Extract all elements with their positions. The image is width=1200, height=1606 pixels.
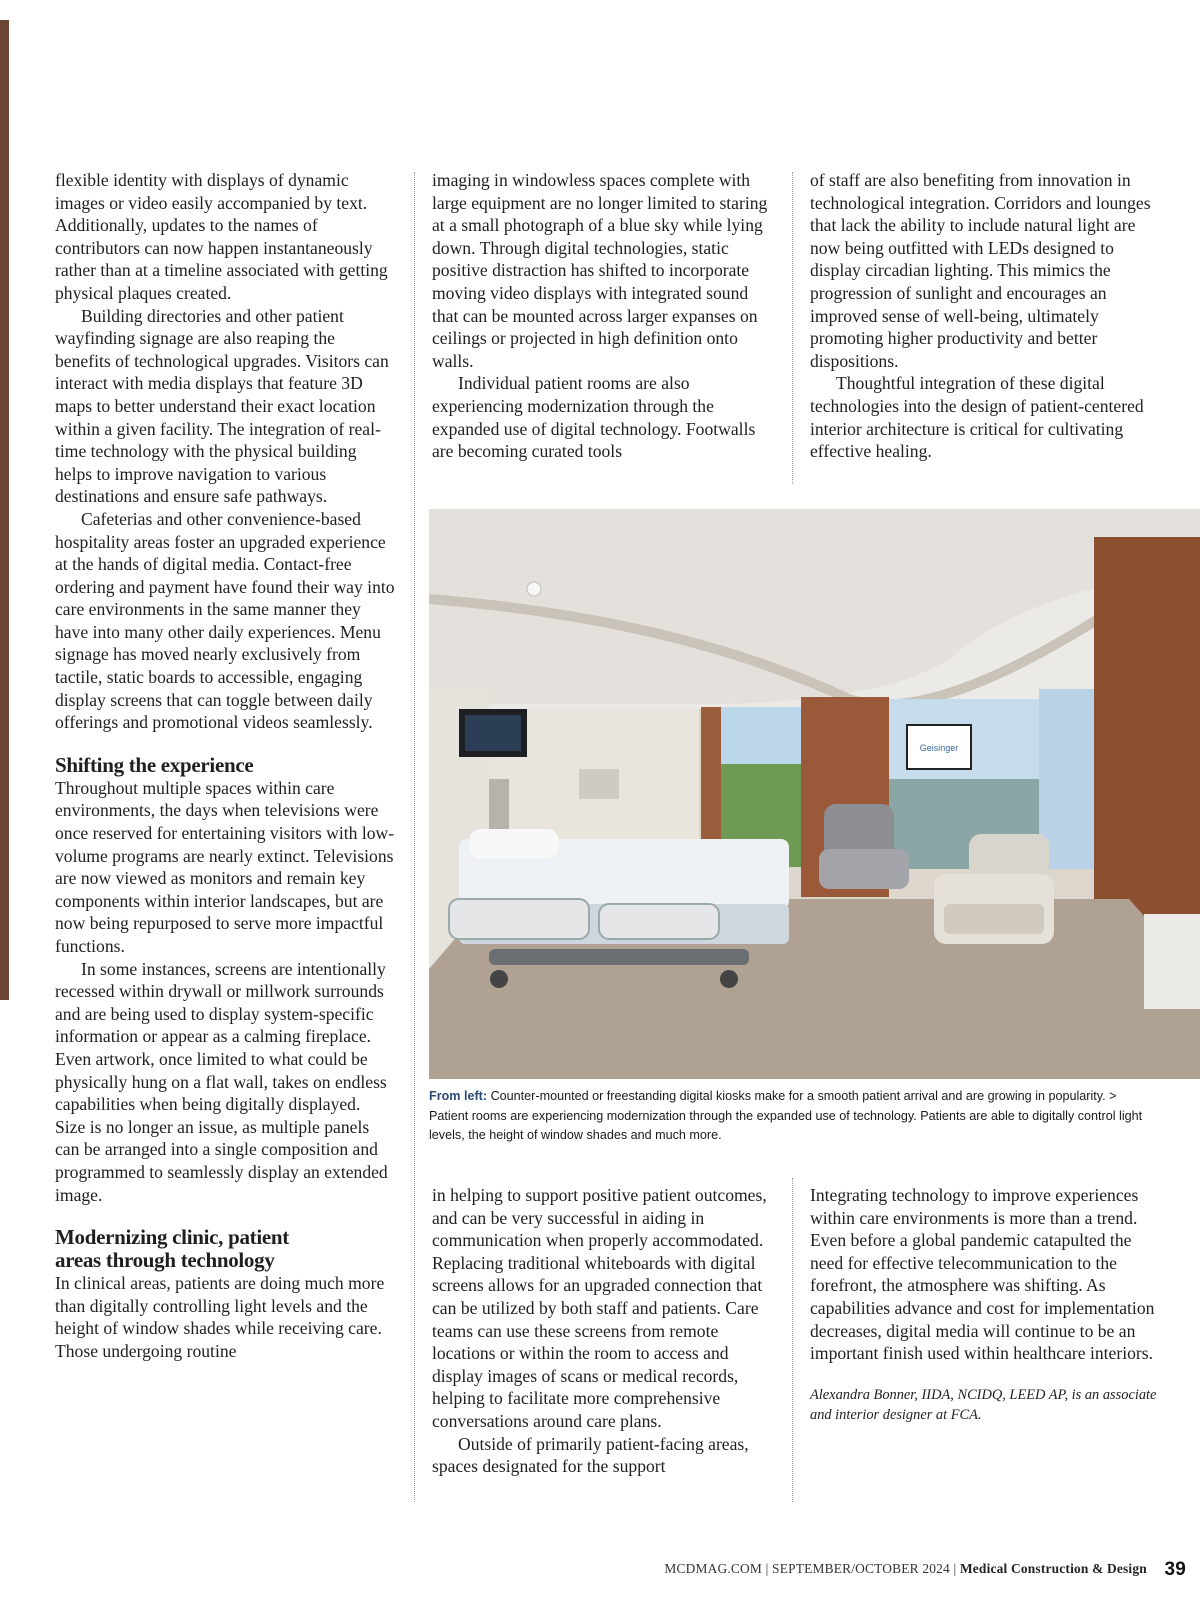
column-divider (414, 172, 415, 1502)
body-paragraph: Thoughtful integration of these digital technologies into the design of patient-centered interior architecture is critical for cultivating effective healing. (810, 373, 1144, 462)
section-heading-line: areas through technology (55, 1248, 275, 1273)
section-heading (55, 1226, 395, 1272)
body-paragraph: in helping to support positive patient outcomes, and can be very successful in aiding in communication when properly accommodated. Replacing traditional whiteboards with digital screens allows for an upgraded connection that can be utilized by both staff and patients. Care teams can use these screens from remote locations or within the room to access and display images of scans or medical records, helping to facilitate more comprehensive conversations around care plans. (432, 1185, 767, 1431)
page-number: 39 (1164, 1559, 1186, 1580)
photo-caption (429, 1087, 1149, 1146)
middle-column-top (432, 169, 770, 463)
tv-screen-text: Geisinger (919, 743, 959, 753)
body-paragraph: flexible identity with displays of dynamic images or video easily accompanied by text. Additionally, updates to the names of contributors can now happen instantaneously rather than at a timeline associated with getting physical plaques created. (55, 170, 388, 303)
footer-issue: SEPTEMBER/OCTOBER 2024 (772, 1561, 950, 1576)
column-divider (792, 172, 793, 484)
body-paragraph: Building directories and other patient wayfinding signage are also reaping the benefits of technological upgrades. Visitors can interact with media displays that feature 3D maps to better understand their exact location within a given facility. The integration of real-time technology with the physical building helps to improve navigation to various destinations and ensure safe pathways. (55, 305, 389, 507)
body-paragraph: Individual patient rooms are also experiencing modernization through the expanded use of digital technology. Footwalls are becoming curated tools (432, 373, 756, 462)
page-edge-bar (0, 20, 9, 1000)
footer-magazine: Medical Construction & Design (959, 1561, 1147, 1576)
footer-site: MCDMAG.COM (664, 1561, 763, 1576)
patient-room-photo (429, 509, 1200, 1079)
right-column-top (810, 169, 1166, 463)
footer-separator: | (953, 1561, 957, 1576)
author-credit: Alexandra Bonner, IIDA, NCIDQ, LEED AP, is an associate and interior designer at FCA. (810, 1386, 1157, 1423)
middle-column-bottom (432, 1184, 770, 1478)
body-paragraph: of staff are also benefiting from innovation in technological integration. Corridors and lounges that lack the ability to include natural light are now being outfitted with LEDs designed to display circadian lighting. This mimics the progression of sunlight and encourages an improved sense of well-being, ultimately promoting higher productivity and better dispositions. (810, 170, 1151, 371)
footer-separator: | (765, 1561, 769, 1576)
body-paragraph: In clinical areas, patients are doing much more than digitally controlling light levels and the height of window shades while receiving care. Those undergoing routine (55, 1273, 385, 1361)
page-footer (664, 1559, 1186, 1581)
section-heading-line: Modernizing clinic, patient (55, 1225, 289, 1250)
body-paragraph: In some instances, screens are intentionally recessed within drywall or millwork surrounds and are being used to display system-specific information or appear as a calming fireplace. Even artwork, once limited to what could be physically hung on a flat wall, takes on endless capabilities when being digitally displayed. Size is no longer an issue, as multiple panels can be arranged into a single composition and programmed to seamlessly display an extended image. (55, 958, 388, 1205)
caption-lead: From left: (429, 1089, 488, 1103)
section-heading: Shifting the experience (55, 752, 254, 777)
body-paragraph: Outside of primarily patient-facing areas, spaces designated for the support (432, 1433, 749, 1477)
column-divider (792, 1178, 793, 1502)
body-paragraph: Integrating technology to improve experiences within care environments is more than a trend. Even before a global pandemic catapulted the need for effective telecommunication to the forefront, the atmosphere was shifting. As capabilities advance and cost for implementation decreases, digital media will continue to be an important finish used within healthcare interiors. (810, 1185, 1155, 1364)
body-paragraph: imaging in windowless spaces complete with large equipment are no longer limited to staring at a small photograph of a blue sky while lying down. Through digital technologies, static positive distraction has shifted to incorporate moving video displays with integrated sound that can be mounted across larger expanses on ceilings or projected in high definition onto walls. (432, 170, 768, 371)
body-paragraph: Throughout multiple spaces within care environments, the days when televisions were once reserved for entertaining visitors with low-volume programs are nearly extinct. Televisions are now viewed as monitors and remain key components within interior landscapes, but are now being repurposed to serve more impactful functions. (55, 777, 395, 956)
caption-text: Counter-mounted or freestanding digital kiosks make for a smooth patient arrival and are growing in popularity. > Patient rooms are experiencing modernization through the expanded use of technology. Patients are able to digitally control light levels, the height of window shades and much more. (429, 1089, 1143, 1143)
body-paragraph: Cafeterias and other convenience-based hospitality areas foster an upgraded experience at the hands of digital media. Contact-free ordering and payment have found their way into care environments in the same manner they have into many other daily experiences. Menu signage has moved nearly exclusively from tactile, static boards to accessible, engaging display screens that can toggle between daily offerings and promotional videos seamlessly. (55, 508, 395, 733)
left-column (55, 169, 395, 1363)
right-column-bottom (810, 1184, 1166, 1425)
